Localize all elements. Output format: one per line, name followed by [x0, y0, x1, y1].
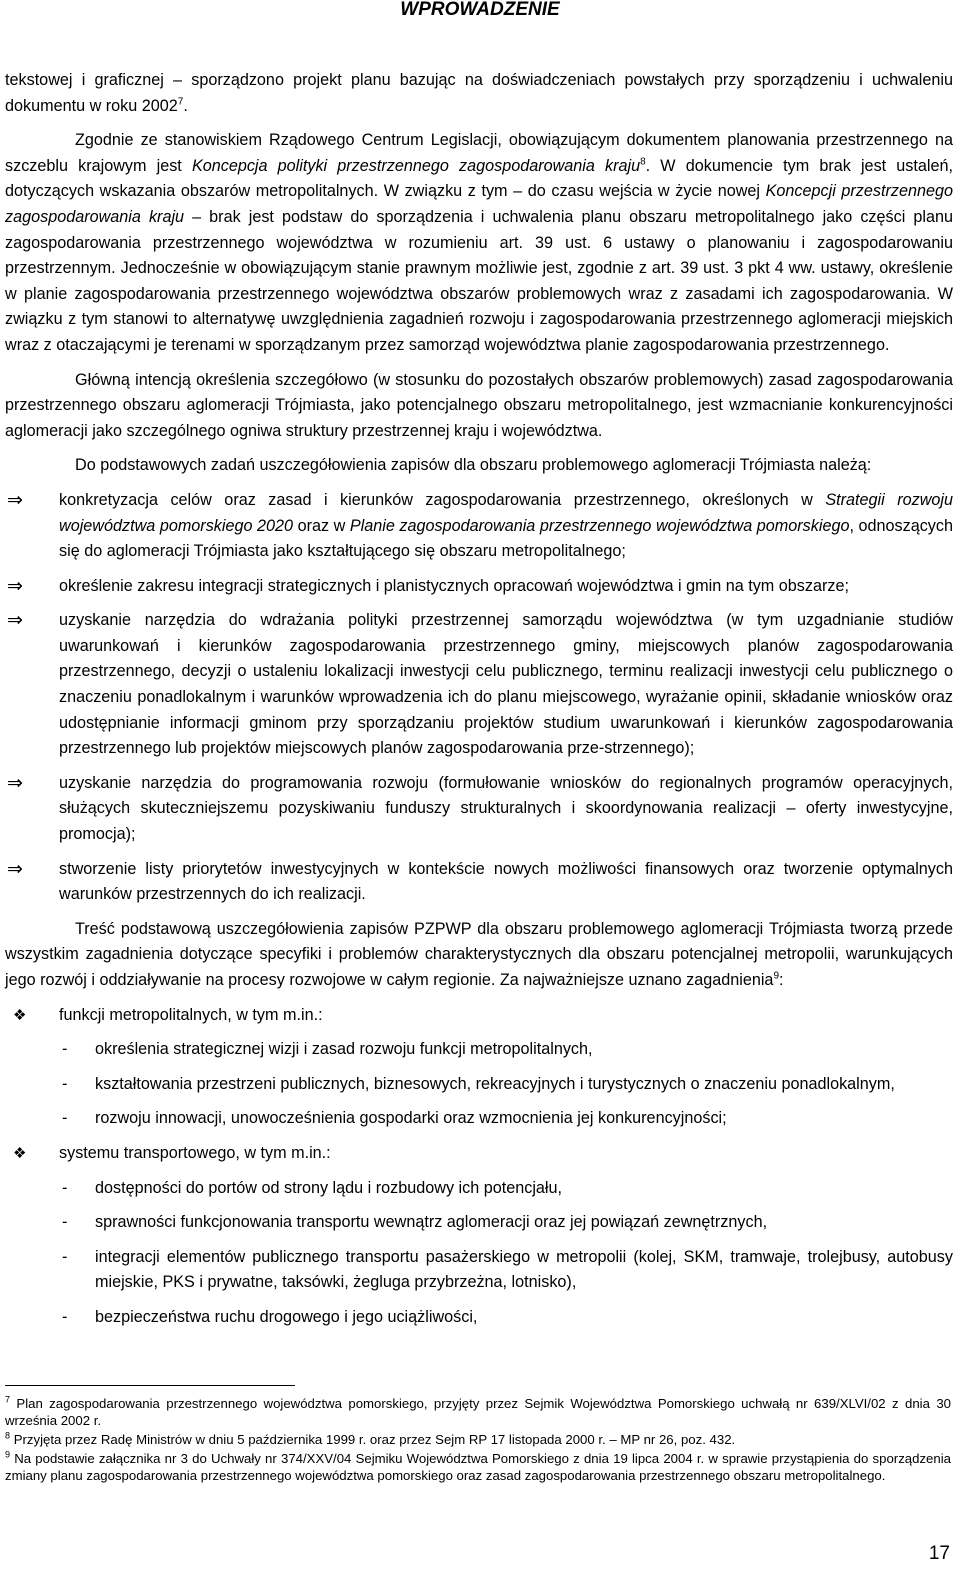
italic-title: Koncepcja polityki przestrzennego zagospodarowania kraju	[191, 156, 641, 175]
text-run: uzyskanie narzędzia do programowania rozwoju (formułowanie wniosków do regionalnych programów operacyjnych, służących skuteczniejszemu pozyskiwaniu funduszy strukturalnych i skoordynowania realizacji – oferty inwestycyjne, promocja);	[59, 773, 953, 844]
dash-bullet: -	[62, 1040, 68, 1059]
list-item	[5, 1305, 953, 1331]
footnote-text: Plan zagospodarowania przestrzennego województwa pomorskiego, przyjęty przez Sejmik Województwa Pomorskiego uchwałą nr 639/XLVI/02 z dnia 30 września 2002 r.	[5, 1396, 951, 1428]
list-item	[5, 488, 953, 565]
dash-bullet: -	[62, 1178, 68, 1197]
dash-bullet: -	[62, 1074, 68, 1093]
list-item	[5, 1106, 953, 1132]
text-run: .	[183, 96, 188, 115]
text-run: – brak jest podstaw do sporządzenia i uchwalenia planu obszaru metropolitalnego jako części planu zagospodarowania przestrzennego województwa w rozumieniu art. 39 ust. 6 ustawy o planowaniu i zagospodarowaniu przestrzennym. Jednocześnie w obowiązującym stanie prawnym możliwie jest, zgodnie z art. 39 ust. 3 pkt 4 ww. ustawy, określenie w planie zagospodarowania przestrzennego województwa obszarów problemowych wraz z zasadami ich zagospodarowania. W związku z tym stanowi to alternatywę uwzględnienia zagadnień rozwoju i zagospodarowania przestrzennego aglomeracji miejskich wraz z otaczającymi je terenami w sporządzanym przez samorząd województwa planie zagospodarowania przestrzennego.	[5, 207, 953, 354]
text-run: . W dokumencie tym brak jest ustaleń, dotyczących wskazania obszarów metropolitalnych. W związku z tym – do czasu wejścia w życie nowej	[5, 156, 953, 201]
text-run: integracji elementów publicznego transportu pasażerskiego w metropolii (kolej, SKM, tramwaje, trolejbusy, autobusy miejskie, PKS i prywatne, taksówki, żegluga przybrzeżna, lotnisko),	[95, 1247, 953, 1292]
dash-bullet: -	[62, 1213, 68, 1232]
paragraph	[5, 917, 953, 994]
arrow-bullet-icon: ⇒	[7, 610, 23, 632]
text-run: rozwoju innowacji, unowocześnienia gospodarki oraz wzmocnienia jej konkurencyjności;	[95, 1109, 727, 1128]
text-run: bezpieczeństwa ruchu drogowego i jego uciążliwości,	[95, 1307, 478, 1326]
footnote-number: 7	[5, 1394, 11, 1405]
text-run: określenia strategicznej wizji i zasad rozwoju funkcji metropolitalnych,	[95, 1040, 593, 1059]
text-run: sprawności funkcjonowania transportu wewnątrz aglomeracji oraz jej powiązań zewnętrznych,	[95, 1213, 768, 1232]
text-run: oraz w	[293, 516, 350, 535]
arrow-bullet-icon: ⇒	[7, 772, 23, 794]
footnote	[5, 1431, 951, 1448]
group-heading	[5, 1141, 953, 1167]
italic-title: Strategii rozwoju województwa pomorskiego 2020	[59, 490, 953, 535]
text-run: systemu transportowego, w tym m.in.:	[59, 1143, 331, 1162]
diamond-bullet-icon: ❖	[13, 1144, 27, 1162]
text-run: Zgodnie ze stanowiskiem Rządowego Centrum Legislacji, obowiązującym dokumentem planowania przestrzennego na szczeblu krajowym jest	[5, 131, 953, 175]
footnote-text: Przyjęta przez Radę Ministrów w dniu 5 października 1999 r. oraz przez Sejm RP 17 listopada 2000 r. – MP nr 26, poz. 432.	[13, 1432, 736, 1447]
dash-bullet: -	[62, 1109, 68, 1128]
list-item	[5, 857, 953, 908]
list-item	[5, 1037, 953, 1063]
footnote-separator	[5, 1385, 295, 1386]
paragraph: Do podstawowych zadań uszczegółowienia zapisów dla obszaru problemowego aglomeracji Trójmiasta należą:	[75, 456, 872, 475]
paragraph	[5, 128, 953, 358]
list-item	[5, 771, 953, 848]
group-heading	[5, 1003, 953, 1029]
footnote	[5, 1395, 951, 1429]
footnote-text: Na podstawie załącznika nr 3 do Uchwały nr 374/XXV/04 Sejmiku Województwa Pomorskiego z dnia 19 lipca 2004 r. w sprawie przystąpienia do sporządzenia zmiany planu zagospodarowania przestrzennego województwa pomorskiego oraz zasad zagospodarowania przestrzennego obszaru metropolitalnego.	[5, 1451, 951, 1483]
arrow-bullet-icon: ⇒	[7, 575, 23, 597]
dash-bullet: -	[62, 1247, 68, 1266]
footnote-ref: 7	[177, 96, 184, 108]
text-run: kształtowania przestrzeni publicznych, biznesowych, rekreacyjnych i turystycznych o znaczeniu ponadlokalnym,	[95, 1074, 895, 1093]
footnotes	[5, 1395, 951, 1486]
text-run: konkretyzacja celów oraz zasad i kierunków zagospodarowania przestrzennego, określonych w	[59, 490, 826, 509]
page-number: 17	[928, 1543, 950, 1564]
footnote-ref: 9	[773, 970, 779, 982]
footnote	[5, 1450, 951, 1484]
list-item	[5, 1176, 953, 1202]
arrow-bullet-icon: ⇒	[7, 858, 23, 880]
text-run: dostępności do portów od strony lądu i rozbudowy ich potencjału,	[95, 1178, 563, 1197]
text-run: uzyskanie narzędzia do wdrażania polityki przestrzennej samorządu województwa (w tym uzgadnianie studiów uwarunkowań i kierunków zagospodarowania przestrzennego gminy, miejscowych planów zagospodarowania przestrzennego, decyzji o ustaleniu lokalizacji inwestycji celu publicznego, terminu realizacji inwestycji celu publicznego o znaczeniu ponadlokalnym i warunków wprowadzenia ich do planu miejscowego, wyrażanie opinii, składanie wniosków oraz udostępnianie informacji gminom przy sporządzaniu projektów studium uwarunkowań i kierunków zagospodarowania przestrzennego lub projektów miejscowych planów zagospodarowania prze-strzennego);	[59, 611, 953, 758]
list-item	[5, 1210, 953, 1236]
list-item	[5, 1072, 953, 1098]
arrow-bullet-icon: ⇒	[7, 489, 23, 511]
list-item	[5, 1245, 953, 1296]
footnote-number: 9	[5, 1449, 11, 1460]
dash-bullet: -	[62, 1307, 68, 1326]
paragraph	[5, 68, 953, 119]
italic-title: Planie zagospodarowania przestrzennego województwa pomorskiego	[349, 516, 850, 535]
text-run: Treść podstawową uszczegółowienia zapisów PZPWP dla obszaru problemowego aglomeracji Trójmiasta tworzą przede wszystkim zagadnienia dotyczące specyfiki i problemów charakterystycznych dla obszaru potencjalnej metropolii, warunkujących jego rozwój i oddziaływanie na procesy rozwojowe w całym regionie. Za najważniejsze uznano zagadnienia	[5, 919, 953, 989]
text-run: określenie zakresu integracji strategicznych i planistycznych opracowań województwa i gmin na tym obszarze;	[59, 576, 849, 595]
list-item	[5, 574, 953, 600]
list-item	[5, 608, 953, 762]
footnote-ref: 8	[640, 156, 646, 168]
paragraph: Główną intencją określenia szczegółowo (w stosunku do pozostałych obszarów problemowych) zasad zagospodarowania przestrzennego obszaru aglomeracji Trójmiasta, jako potencjalnego obszaru metropolitalnego, jest wzmacnianie konkurencyjności aglomeracji jako szczególnego ogniwa struktury przestrzennej kraju i województwa.	[5, 370, 953, 440]
document-body	[5, 68, 953, 1331]
italic-title: Koncepcji przestrzennego zagospodarowania kraju	[5, 182, 953, 226]
text-run: tekstowej i graficznej – sporządzono projekt planu bazując na doświadczeniach powstałych przy sporządzeniu i uchwaleniu dokumentu w roku 2002	[5, 71, 953, 115]
text-run: stworzenie listy priorytetów inwestycyjnych w kontekście nowych możliwości finansowych oraz tworzenie optymalnych warunków przestrzennych do ich realizacji.	[59, 859, 953, 904]
text-run: :	[779, 971, 784, 989]
page-header: WPROWADZENIE	[400, 0, 560, 20]
text-run: , odnoszących się do aglomeracji Trójmiasta jako kształtującego się obszaru metropolitalnego;	[59, 516, 953, 561]
diamond-bullet-icon: ❖	[13, 1006, 27, 1024]
footnote-number: 8	[5, 1430, 11, 1441]
text-run: funkcji metropolitalnych, w tym m.in.:	[59, 1005, 323, 1024]
